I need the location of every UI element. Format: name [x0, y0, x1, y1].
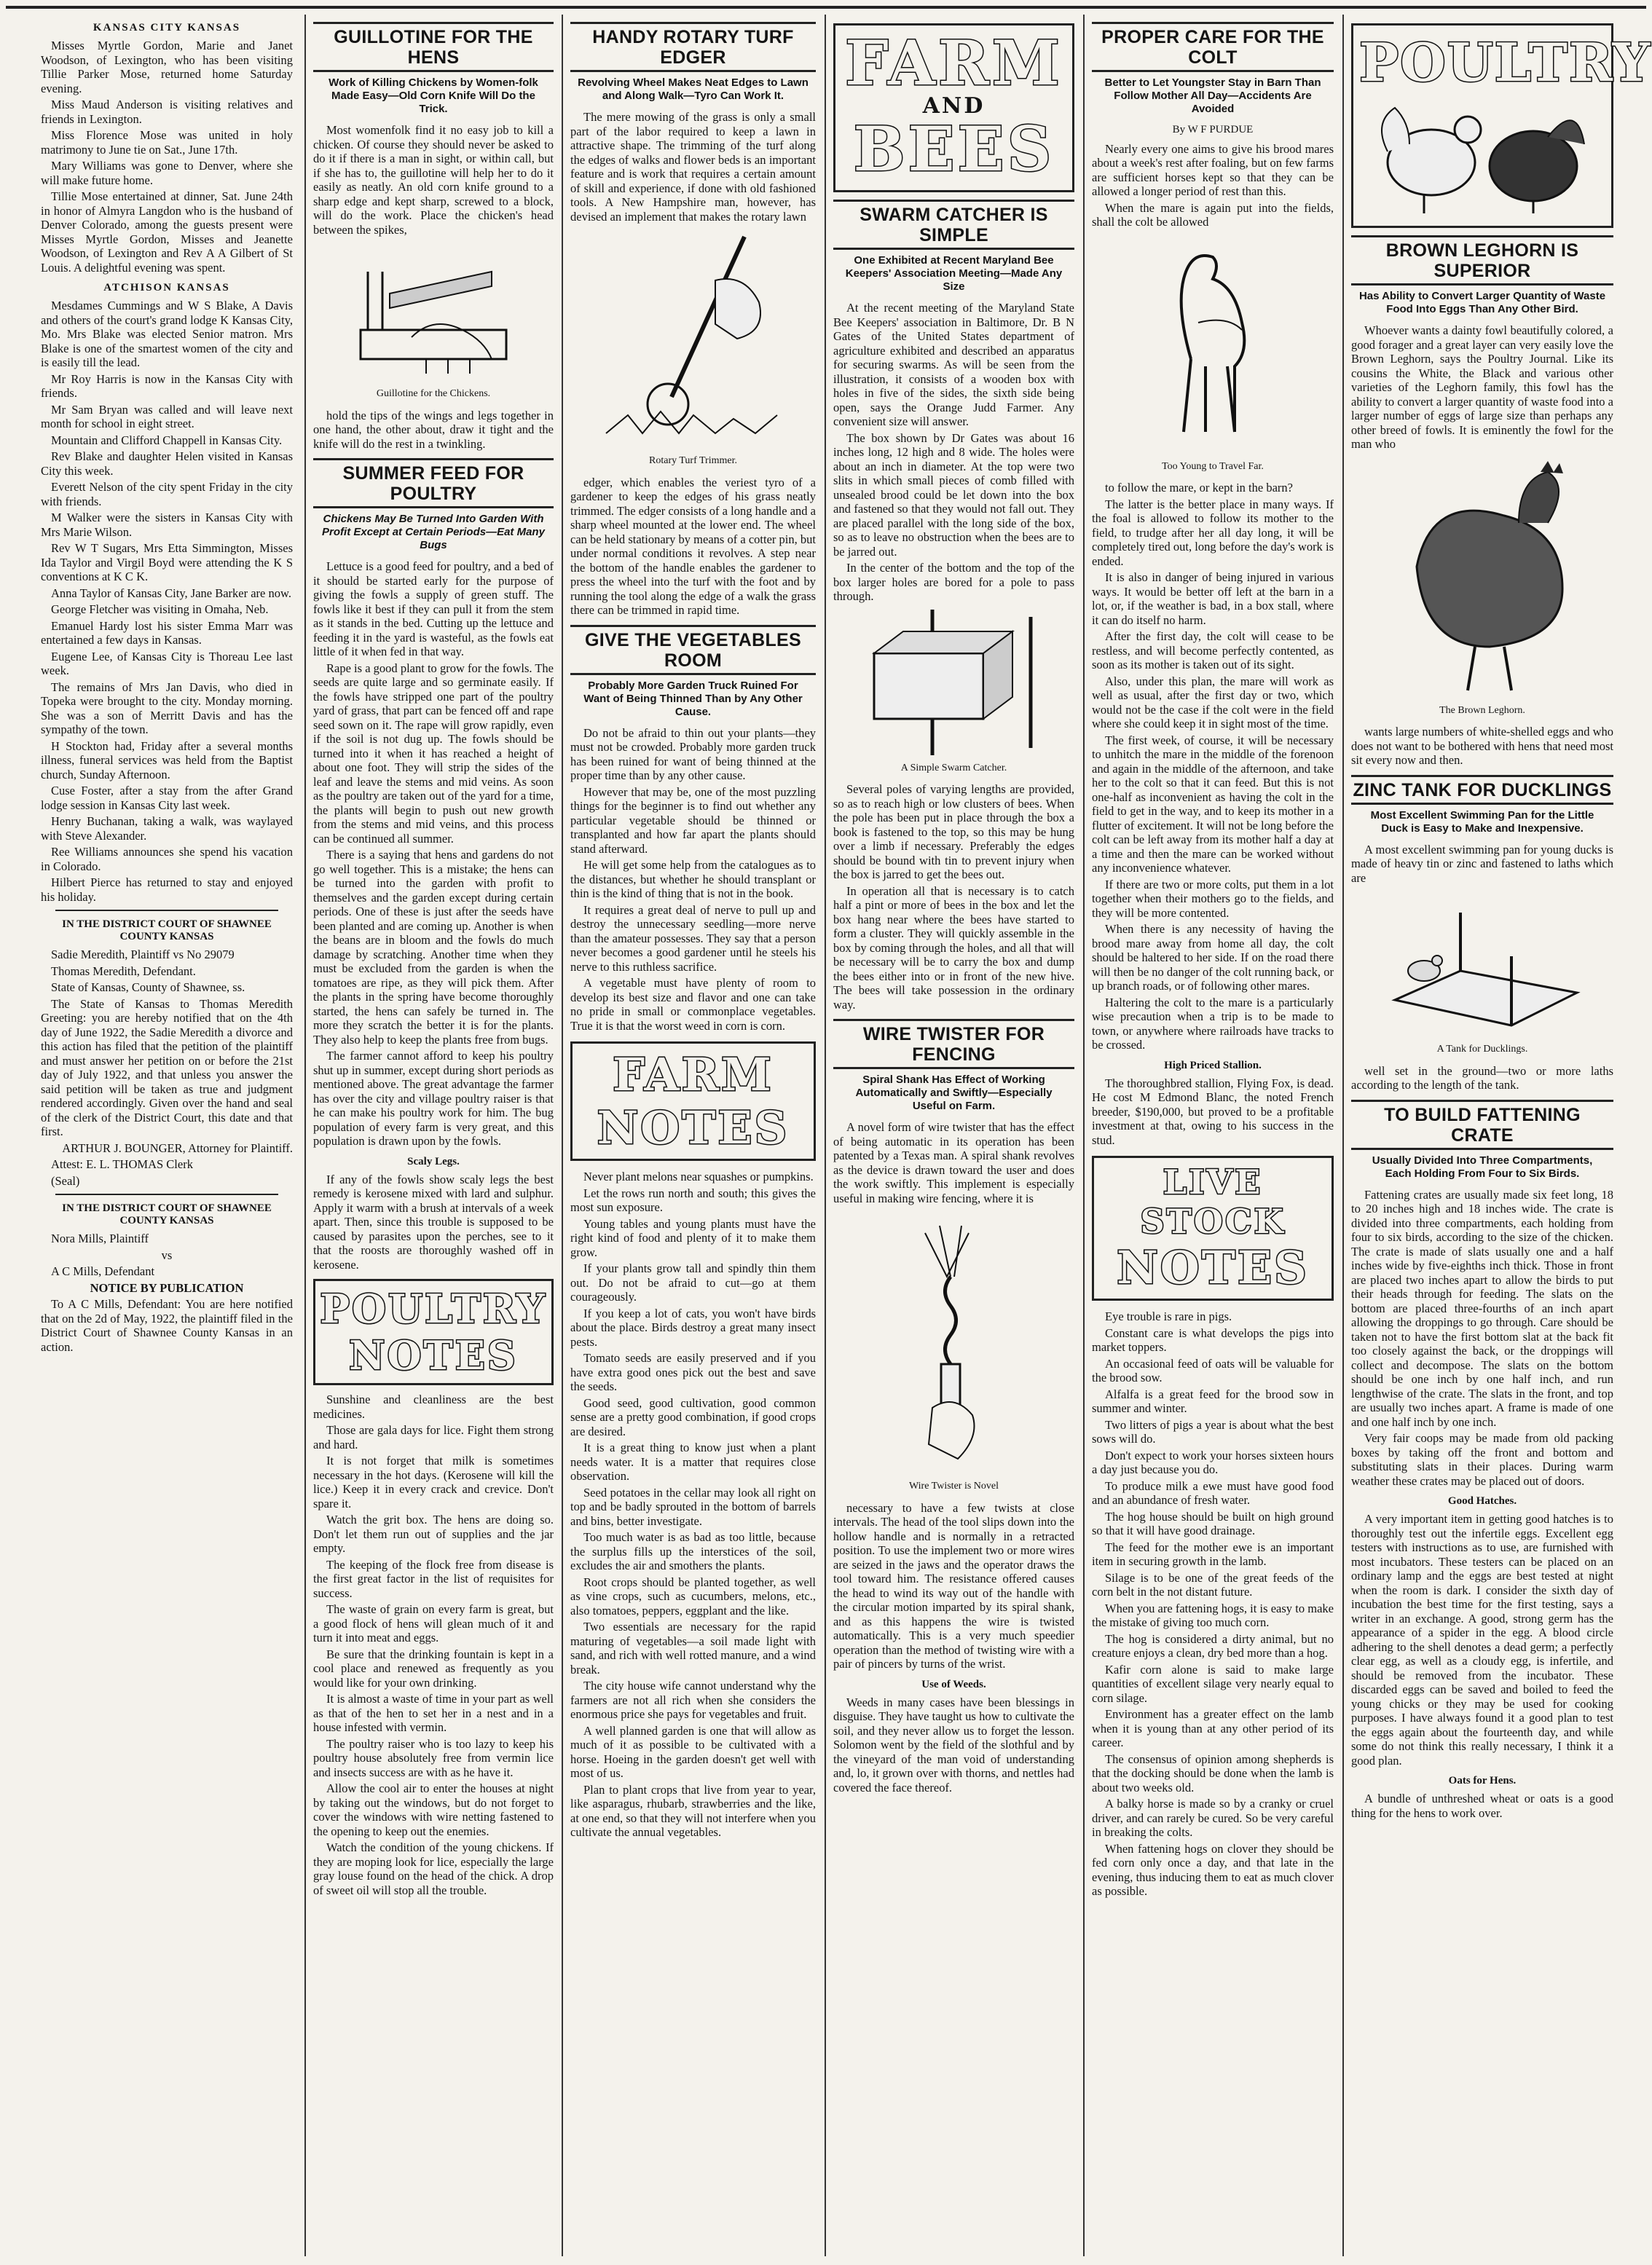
- paragraph: If you keep a lot of cats, you won't have birds about the place. Birds destroy a great many insect pests.: [570, 1306, 816, 1349]
- divider: [55, 910, 278, 911]
- farm-and-bees-banner: [833, 23, 1074, 192]
- paragraph: Too much water is as bad as too little, because the surplus fills up the interstices of the soil, excludes the air and smothers the plants.: [570, 1530, 816, 1572]
- subhead-oats: Oats for Hens.: [1448, 1775, 1517, 1787]
- paragraph: Never plant melons near squashes or pumpkins.: [583, 1170, 814, 1183]
- headline: ZINC TANK FOR DUCKLINGS: [1351, 775, 1613, 805]
- brown-leghorn-illustration: [1373, 457, 1592, 698]
- paragraph: If any of the fowls show scaly legs the best remedy is kerosene mixed with lard and sulphur. Apply it warm with a brush at intervals of a week apart. Then, since this trouble is supposed to be caused by parasites upon the perches, see to it that the roosts are thoroughly washed off in kerosene.: [313, 1172, 554, 1272]
- paragraph: The poultry raiser who is too lazy to keep his poultry house absolutely free from vermin lice and insects success are with as he have it.: [313, 1736, 554, 1779]
- subhead-stallion: High Priced Stallion.: [1164, 1059, 1262, 1071]
- poultry-banner-illustration: [1366, 93, 1599, 217]
- paragraph: State of Kansas, County of Shawnee, ss.: [51, 980, 245, 994]
- paragraph: M Walker were the sisters in Kansas City with Mrs Marie Wilson.: [41, 511, 293, 539]
- banner-word: AND: [922, 93, 986, 119]
- paragraph: It is not forget that milk is sometimes necessary in the hot days. (Kerosene will kill the lice.) Keep it in every crack and crevice. Don't spare it.: [313, 1454, 554, 1510]
- paragraph: Environment has a greater effect on the lamb when it is young than at any other period of its career.: [1092, 1707, 1334, 1749]
- paragraph: There is a saying that hens and gardens do not go well together. This is a mistake; the hens can be turned into the garden with profit to themselves and the garden except during certain periods. One of these is just after the seeds have been planted and are coming up. Another is when the beans are in bloom and the fowls do much damage by scratching. Another time when they must be excluded from the garden is when the tomatoes are ripe, as they will pick them. After the plants in the spring have become thoroughly started, the hens can safely be turned in. The more they scratch the better it is for the plants. They also help to keep the plants free from bugs.: [313, 848, 554, 1047]
- paragraph: Two litters of pigs a year is about what the best sows will do.: [1092, 1417, 1334, 1446]
- paragraph: Attest: E. L. THOMAS Clerk: [51, 1157, 193, 1171]
- legal-heading: IN THE DISTRICT COURT OF SHAWNEE COUNTY KANSAS: [62, 1202, 272, 1226]
- paragraph: Whoever wants a dainty fowl beautifully colored, a good forager and a great layer can very easily love the Brown Leghorn, says the Poultry Journal. Like its cousins the White, the Black and various other varieties of the Leghorn family, this fowl has the ability to convert a larger quantity of waste food into a larger number of eggs of large size than perhaps any other breed of fowls. It is eminently the fowl for the man who: [1351, 323, 1613, 451]
- paragraph: Nearly every one aims to give his brood mares about a week's rest after foaling, but on few farms are sufficient horses kept so that they can be allowed a longer period of rest than this.: [1092, 141, 1334, 198]
- paragraph: Tomato seeds are easily preserved and if you have extra good ones pick out the best and save the seeds.: [570, 1351, 816, 1393]
- paragraph: When fattening hogs on clover they should be fed corn only once a day, and that late in the evening, thus inducing them to eat as much clover as possible.: [1092, 1841, 1334, 1898]
- paragraph: ARTHUR J. BOUNGER, Attorney for Plaintiff.: [62, 1141, 293, 1155]
- subheadline: Better to Let Youngster Stay in Barn Than Follow Mother All Day—Accidents Are Avoided: [1104, 76, 1321, 115]
- caption: A Simple Swarm Catcher.: [900, 762, 1007, 773]
- banner-word: FARM: [845, 27, 1063, 99]
- paragraph: The keeping of the flock free from disease is the first great factor in the list of requisites for success.: [313, 1557, 554, 1600]
- banner-word: NOTES: [597, 1101, 790, 1154]
- column-rule: [1342, 15, 1344, 2256]
- paragraph: A balky horse is made so by a cranky or cruel driver, and can rarely be cured. So be very careful in breaking the colts.: [1092, 1797, 1334, 1839]
- headline: SWARM CATCHER IS SIMPLE: [833, 200, 1074, 250]
- paragraph: A most excellent swimming pan for young ducks is made of heavy tin or zinc and fastened to laths which are: [1351, 842, 1613, 885]
- paragraph: H Stockton had, Friday after a several months illness, funeral services was held from the Baptist church, Sunday Afternoon.: [41, 738, 293, 781]
- paragraph: He will get some help from the catalogues as to the distances, but whether he should transplant or thin is the kind of thing that is not in the book.: [570, 858, 816, 900]
- colt-illustration: [1140, 235, 1286, 454]
- paragraph: When you are fattening hogs, it is easy to make the mistake of giving too much corn.: [1092, 1601, 1334, 1629]
- paragraph: Constant care is what develops the pigs into market toppers.: [1092, 1325, 1334, 1354]
- paragraph: A well planned garden is one that will allow as much of it as possible to be cultivated with a horse. Hoeing in the garden doesn't get well with most of us.: [570, 1723, 816, 1780]
- column-garden: [570, 15, 816, 2258]
- paragraph: Be sure that the drinking fountain is kept in a cool place and renewed as frequently as you would like for your own drinking.: [313, 1647, 554, 1690]
- swarm-catcher-illustration: [852, 610, 1056, 755]
- column-local-news: [41, 15, 293, 2258]
- paragraph: A novel form of wire twister that has the effect of being automatic in its operation has been patented by a Texas man. A spiral shank revolves as the device is drawn toward the user and does the work swiftly. This implement is especially useful in making wire fencing, where it is: [833, 1120, 1074, 1205]
- paragraph: Don't expect to work your horses sixteen hours a day just because you do.: [1092, 1448, 1334, 1476]
- paragraph: The feed for the mother ewe is an important item in securing growth in the lamb.: [1092, 1540, 1334, 1568]
- column-rule: [1083, 15, 1085, 2256]
- paragraph: Thomas Meredith, Defendant.: [51, 964, 196, 978]
- paragraph: Let the rows run north and south; this gives the most sun exposure.: [570, 1186, 816, 1214]
- paragraph: Eugene Lee, of Kansas City is Thoreau Lee last week.: [41, 649, 293, 677]
- headline: GUILLOTINE FOR THE HENS: [313, 22, 554, 72]
- paragraph: Lettuce is a good feed for poultry, and a bed of it should be started early for the purpose of giving the fowls a supply of green stuff. The fowls like it best if they can pull it from the stem as it stands in the bed. Cutting up the lettuce and feeding it in the yard is wasteful, as the fowls eat little of it when fed in that way.: [313, 559, 554, 658]
- banner-word: FARM: [613, 1048, 774, 1101]
- paragraph: The latter is the better place in many ways. If the foal is allowed to follow its mother to the field, to trudge after her all day long, it will be completely tired out, long before the day's work is ended.: [1092, 497, 1334, 568]
- paragraph: In operation all that is necessary is to catch half a pint or more of bees in the box and let the box hang near where the bees have started to form a cluster. They will quickly assemble in the box by coming through the holes, and all that will be necessary will be to carry the box and dump the bees either into or in front of the new hive. The bees will take possession in the ordinary way.: [833, 883, 1074, 1012]
- caption: The Brown Leghorn.: [1439, 704, 1525, 716]
- paragraph: A bundle of unthreshed wheat or oats is a good thing for the hens to work over.: [1351, 1792, 1613, 1820]
- headline: WIRE TWISTER FOR FENCING: [833, 1019, 1074, 1069]
- paragraph: Plan to plant crops that live from year to year, like asparagus, rhubarb, strawberries and the like, at one end, so that they will not interfere when you cultivate the annual vegetables.: [570, 1782, 816, 1839]
- column-bees: [833, 15, 1074, 2258]
- headline: KANSAS CITY KANSAS: [93, 22, 241, 34]
- paragraph: The State of Kansas to Thomas Meredith Greeting: you are hereby notified that on the 4th day of June 1922, the Sadie Meredith a divorce and this action has filed that the petition of the plaintiff and must answer her petition on or before the 21st day of July 1922, and that unless you answer the said petition will be taken as true and judgment rendered accordingly. Given over the hand and seal of the clerk of the District Court, this date and that first.: [41, 996, 293, 1138]
- paragraph: Mountain and Clifford Chappell in Kansas City.: [51, 433, 283, 447]
- paragraph: wants large numbers of white-shelled eggs and who does not want to be bothered with hens that need most sit every now and then.: [1351, 725, 1613, 767]
- paragraph: Miss Florence Mose was united in holy matrimony to June tie on Sat., June 17th.: [41, 128, 293, 157]
- paragraph: Emanuel Hardy lost his sister Emma Marr was entertained a few days in Kansas.: [41, 618, 293, 647]
- paragraph: Eye trouble is rare in pigs.: [1105, 1309, 1232, 1323]
- paragraph: NOTICE BY PUBLICATION: [90, 1280, 244, 1295]
- paragraph: Cuse Foster, after a stay from the after Grand lodge session in Kansas City last week.: [41, 784, 293, 812]
- headline: ATCHISON KANSAS: [103, 282, 230, 294]
- paragraph: Miss Maud Anderson is visiting relatives and friends in Lexington.: [41, 98, 293, 126]
- paragraph: A very important item in getting good hatches is to thoroughly test out the infertile eggs. Excellent egg testers with instructions as to use, are furnished with most incubators. These testers can be placed on an ordinary lamp and the eggs are best tested at night when the room is dark. I consider the sixth day of incubation the best time for the first testing, says a writer in an exchange. A good, strong germ has the appearance of a spider in the egg. A blood circle adhering to the shell denotes a dead germ; a perfectly clear egg, as well as a cloudy egg, is infertile, and should be removed from the incubator. These discarded eggs can be saved and boiled to feed the young chicks or they may be used for cooking purposes. I have always found it a good plan to test the eggs again about the fourteenth day, and while some do not think this really necessary, I think it a good plan.: [1351, 1512, 1613, 1768]
- paragraph: A vegetable must have plenty of room to develop its best size and flavor and one can take no pride in small or commonplace vegetables. True it is that the worst weed in corn is corn.: [570, 976, 816, 1033]
- paragraph: After the first day, the colt will cease to be restless, and will become perfectly contented, as soon as its mother is taken out of its sight.: [1092, 629, 1334, 671]
- column-poultry: [1351, 15, 1651, 2258]
- paragraph: The remains of Mrs Jan Davis, who died in Topeka were brought to the city. Monday morning. She was a son of Merritt Davis and has the sympathy of the town.: [41, 680, 293, 736]
- paragraph: Also, under this plan, the mare will work as well as usual, after the first day or two, which would not be the case if the colt were in the field where she could keep it in sight most of the time.: [1092, 674, 1334, 730]
- poultry-notes-banner: [313, 1279, 554, 1385]
- paragraph: Most womenfolk find it no easy job to kill a chicken. Of course they should never be asked to do it if there is a man in sight, or within call, but if she has to, the guillotine will help her to do it easily as neatly. An old corn knife ground to a sharp edge and kept sharp, screwed to a block, will do the work. Place the chicken's head between the spikes,: [313, 123, 554, 237]
- headline: TO BUILD FATTENING CRATE: [1351, 1100, 1613, 1150]
- headline: SUMMER FEED FOR POULTRY: [313, 458, 554, 508]
- paragraph: The box shown by Dr Gates was about 16 inches long, 12 high and 8 wide. The holes were about an inch in diameter. At the top were two slits in which small pieces of comb filled with unsealed brood could be let down into the box and fastened so that they would not fall out. They are placed parallel with the long side of the box, so as to leave no obstruction when the bees are to be jarred out.: [833, 430, 1074, 559]
- paragraph: However that may be, one of the most puzzling things for the beginner is to find out whether any particular vegetable should be thinned or transplanted and how far apart the plants should stand afterward.: [570, 784, 816, 856]
- subhead-scaly-legs: Scaly Legs.: [407, 1155, 460, 1167]
- paragraph: The mere mowing of the grass is only a small part of the labor required to keep a lawn in attractive shape. The trimming of the turf along the edges of walks and flower beds is an important feature and is work that requires a certain amount of skill and experience, if done with old fashioned tools. A New Hampshire man, however, has devised an implement that makes the rotary lawn: [570, 110, 816, 224]
- caption: Too Young to Travel Far.: [1162, 460, 1264, 472]
- paragraph: Root crops should be planted together, as well as vine crops, such as cucumbers, melons, etc., also tomatoes, peppers, eggplant and the like.: [570, 1575, 816, 1618]
- paragraph: In the center of the bottom and the top of the box larger holes are bored for a pole to pass through.: [833, 561, 1074, 603]
- paragraph: When there is any necessity of having the brood mare away from home all day, the colt should be haltered to her side. If on the road there will then be no danger of the colt running back, or up branch roads, or of following other mares.: [1092, 922, 1334, 993]
- paragraph: Very fair coops may be made from old packing boxes by taking off the front and bottom and substituting slats in their places. During warm weather these crates may be placed out of doors.: [1351, 1431, 1613, 1488]
- paragraph: The hog is considered a dirty animal, but no creature enjoys a clean, dry bed more than a hog.: [1092, 1631, 1334, 1660]
- paragraph: Good seed, good cultivation, good common sense are a pretty good combination, if good crops are desired.: [570, 1395, 816, 1438]
- turf-trimmer-illustration: [591, 229, 795, 448]
- paragraph: Two essentials are necessary for the rapid maturing of vegetables—a soil made light with sand, and rich with well rotted manure, and a wind break.: [570, 1620, 816, 1677]
- subheadline: Revolving Wheel Makes Neat Edges to Lawn and Along Walk—Tyro Can Work It.: [578, 76, 809, 102]
- paragraph: Everett Nelson of the city spent Friday in the city with friends.: [41, 480, 293, 508]
- paragraph: Ree Williams announces she spend his vacation in Colorado.: [41, 845, 293, 873]
- paragraph: Nora Mills, Plaintiff: [51, 1232, 149, 1245]
- banner-word: POULTRY: [1359, 31, 1651, 93]
- paragraph: Mesdames Cummings and W S Blake, A Davis and others of the court's grand lodge K Kansas City, Mo. Mrs Blake was elected Senior matron. Mrs Blake is one of the smartest women of the city and is easily till the lead.: [41, 299, 293, 369]
- paragraph: Sunshine and cleanliness are the best medicines.: [313, 1393, 554, 1421]
- poultry-banner: [1351, 23, 1651, 228]
- paragraph: Rev Blake and daughter Helen visited in Kansas City this week.: [41, 449, 293, 478]
- paragraph: If your plants grow tall and spindly thin them out. Do not be afraid to cut—go at them courageously.: [570, 1261, 816, 1304]
- byline: By W F PURDUE: [1172, 124, 1254, 135]
- caption: A Tank for Ducklings.: [1436, 1044, 1528, 1055]
- paragraph: Mary Williams was gone to Denver, where she will make future home.: [41, 159, 293, 187]
- paragraph: When the mare is again put into the fields, shall the colt be allowed: [1092, 200, 1334, 229]
- subheadline: Usually Divided Into Three Compartments, Each Holding From Four to Six Birds.: [1372, 1154, 1593, 1180]
- paragraph: Rape is a good plant to grow for the fowls. The seeds are quite large and so germinate easily. If the fowls have stripped one part of the poultry yard of grass, that part can be fenced off and rape seed sown on it. The rape will grow rapidly, even if the soil is not dug up. The fowls should be turned into it when it has reached a height of about one foot. They will strip the sides of the leaf and leave the stems and mid veins. As soon as the poultry are taken out of the yard for a time, the plants will begin to push out new growth from the stems and mid veins, and this process can be continued all summer.: [313, 661, 554, 846]
- caption: Guillotine for the Chickens.: [376, 388, 491, 399]
- paragraph: George Fletcher was visiting in Omaha, Neb.: [51, 602, 269, 616]
- subheadline: Spiral Shank Has Effect of Working Automatically and Swiftly—Especially Useful on Farm.: [855, 1074, 1053, 1112]
- caption: Rotary Turf Trimmer.: [649, 455, 737, 466]
- paragraph: To produce milk a ewe must have good food and an abundance of fresh water.: [1092, 1478, 1334, 1507]
- guillotine-illustration: [339, 243, 528, 381]
- paragraph: The hog house should be built on high ground so that it will have good drainage.: [1092, 1509, 1334, 1537]
- paragraph: It is almost a waste of time in your part as well as that of the hen to set her in a nest and in a house infested with vermin.: [313, 1692, 554, 1734]
- legal-notice: [41, 948, 293, 1188]
- paragraph: The farmer cannot afford to keep his poultry shut up in summer, except during short periods as mentioned above. The great advantage the farmer has over the city and village poultry raiser is that he can make his poultry work for him. The bug population of every farm is very great, and this population is drawn upon by the fowls.: [313, 1049, 554, 1148]
- paragraph: Watch the grit box. The hens are doing so. Don't let them run out of supplies and the jar empty.: [313, 1513, 554, 1555]
- paragraph: well set in the ground—two or more laths according to the length of the tank.: [1351, 1063, 1613, 1092]
- paragraph: Misses Myrtle Gordon, Marie and Janet Woodson, of Lexington, who has been visiting Tillie Parker Mose, returned home Saturday evening.: [41, 39, 293, 95]
- paragraph: to follow the mare, or kept in the barn?: [1105, 481, 1293, 495]
- headline: HANDY ROTARY TURF EDGER: [570, 22, 816, 72]
- paragraph: At the recent meeting of the Maryland State Bee Keepers' association in Baltimore, Dr. B N Gates of the United States department of agriculture exhibited and described an apparatus for securing swarms. As will be seen from the illustration, it consists of a wooden box with holes in five of the sides, the sixth side being open, says the Orange Judd Farmer. Any convenient size will answer.: [833, 301, 1074, 428]
- wire-twister-illustration: [889, 1211, 1020, 1473]
- banner-word: BEES: [853, 113, 1055, 185]
- atchison-items: [41, 299, 293, 904]
- paragraph: (Seal): [51, 1173, 80, 1188]
- paragraph: It is also in danger of being injured in various ways. It would be better off left at the barn in a lot, or, if the weather is bad, in a box stall, where it can do itself no harm.: [1092, 570, 1334, 627]
- subheadline: Has Ability to Convert Larger Quantity of Waste Food Into Eggs Than Any Other Bird.: [1358, 290, 1606, 315]
- headline: PROPER CARE FOR THE COLT: [1092, 22, 1334, 72]
- paragraph: necessary to have a few twists at close intervals. The head of the tool slips down into the hollow handle and is normally in a retracted position. To use the implement two or more wires are seized in the jaws and the operator draws the tool toward him. The resistance offered causes the head to wind its way out of the handle with the circular motion imparted by its spiral shank, and as this happens the wire is twisted automatically. This is a very much speedier operation than the method of twisting wire with a pair of pincers by turns of the wrist.: [833, 1500, 1074, 1671]
- top-rule: [6, 6, 1646, 9]
- paragraph: Henry Buchanan, taking a walk, was waylayed with Steve Alexander.: [41, 814, 293, 843]
- paragraph: Sadie Meredith, Plaintiff vs No 29079: [51, 948, 235, 961]
- paragraph: Tillie Mose entertained at dinner, Sat. June 24th in honor of Almyra Langdon who is the husband of Denver Colorado, among the guests present were Misses Myrtle Gordon, Misses and Jeanette Woodson, of Lexington and Rev A A Gilbert of St Louis. A delightful evening was spent.: [41, 189, 293, 275]
- subheadline: Most Excellent Swimming Pan for the Little Duck is Easy to Make and Inexpensive.: [1370, 808, 1594, 835]
- subheadline: One Exhibited at Recent Maryland Bee Keepers' Association Meeting—Made Any Size: [845, 254, 1063, 293]
- paragraph: The city house wife cannot understand why the farmers are not all rich when she considers the enormous price she pays for vegetables and fruit.: [570, 1679, 816, 1721]
- paragraph: Rev W T Sugars, Mrs Etta Simmington, Misses Ida Taylor and Virgil Boyd were attending the K S conventions at K C K.: [41, 541, 293, 583]
- paragraph: edger, which enables the veriest tyro of a gardener to keep the edges of his grass neatly trimmed. The edger consists of a long handle and a sharp wheel mounted at the lower end. The wheel can be held stationary by means of a cotter pin, but under normal conditions it revolves. A step near the bottom of the handle enables the gardener to press the wheel into the turf with the foot and by running the tool along the edge of a walk the grass there can be trimmed in rapid time.: [570, 475, 816, 617]
- paragraph: A C Mills, Defendant: [51, 1264, 155, 1278]
- column-rule: [825, 15, 826, 2256]
- column-poultry-guillotine: [313, 15, 554, 2258]
- paragraph: Young tables and young plants must have the right kind of food and plenty of it to make them grow.: [570, 1216, 816, 1259]
- paragraph: Alfalfa is a great feed for the brood sow in summer and winter.: [1092, 1387, 1334, 1415]
- paragraph: Several poles of varying lengths are provided, so as to reach high or low clusters of bees. When the pole has been put in place through the box a book is fastened to the top, so this may be hung over a limb if necessary. Preferably the edges should be bound with tin to prevent injury when the box is jarred to get the bees out.: [833, 782, 1074, 881]
- paragraph: It is a great thing to know just when a plant needs water. It is a matter that requires close observation.: [570, 1441, 816, 1483]
- duckling-tank-illustration: [1373, 891, 1592, 1036]
- subheadline: Work of Killing Chickens by Women-folk Made Easy—Old Corn Knife Will Do the Trick.: [329, 76, 538, 115]
- farm-notes-banner: [570, 1041, 816, 1161]
- subheadline: Chickens May Be Turned Into Garden With Profit Except at Certain Periods—Eat Many Bugs: [322, 513, 545, 551]
- banner-word: POULTRY: [320, 1285, 547, 1332]
- banner-word: NOTES: [1117, 1241, 1309, 1294]
- live-stock-notes-banner: [1092, 1156, 1334, 1301]
- caption: Wire Twister is Novel: [908, 1481, 999, 1492]
- paragraph: Anna Taylor of Kansas City, Jane Barker are now.: [51, 586, 291, 600]
- headline: BROWN LEGHORN IS SUPERIOR: [1351, 235, 1613, 285]
- paragraph: Mr Sam Bryan was called and will leave next month for school in eight street.: [41, 402, 293, 430]
- paragraph: The waste of grain on every farm is great, but a good flock of hens will glean much of it and turn it into meat and eggs.: [313, 1602, 554, 1644]
- paragraph: Allow the cool air to enter the houses at night by taking out the windows, but do not forget to cover the windows with wire netting fastened to the opening to keep out the enemies.: [313, 1781, 554, 1838]
- column-rule: [304, 15, 306, 2256]
- paragraph: Those are gala days for lice. Fight them strong and hard.: [313, 1423, 554, 1451]
- paragraph: Weeds in many cases have been blessings in disguise. They have taught us how to cultivate the soil, and they never allow us to forget the lesson. Solomon went by the field of the slothful and by the vineyard of the man void of understanding and, lo, it grown over with thorns, and nettles had covered the face thereof.: [833, 1695, 1074, 1795]
- paragraph: Fattening crates are usually made six feet long, 18 to 20 inches high and 18 inches wide. The crate is divided into three compartments, each holding from four to six birds, according to the size of the chicken. The crate is made of slats usually one and a half inches wide by five-eighths inch thick. Those in front are placed two inches apart to allow the birds to put their heads through for feeding. The slats on the bottom are placed three-fourths of an inch apart allowing the droppings to go through. Care should be taken not to have the first bottom slat at the back fit too closely against the back, or the droppings will collect and decompose. The slats on the bottom should be one inch by one half inch, and run lengthwise of the crate. The slats in the front, and top are usually two inches apart. A frame is made of one and one half inch by one inch.: [1351, 1187, 1613, 1429]
- divider: [55, 1194, 278, 1195]
- legal-notice-2: [41, 1232, 293, 1354]
- paragraph: Seed potatoes in the cellar may look all right on top and be badly sprouted in the bottom of barrels and bins, better investigate.: [570, 1485, 816, 1528]
- column-rule: [562, 15, 563, 2256]
- headline: GIVE THE VEGETABLES ROOM: [570, 625, 816, 675]
- paragraph: Haltering the colt to the mare is a particularly wise precaution when a trip is to be made to town, or anywhere where railroads have tracks to be crossed.: [1092, 995, 1334, 1052]
- paragraph: The consensus of opinion among shepherds is that the docking should be done when the lamb is about two weeks old.: [1092, 1752, 1334, 1795]
- paragraph: Silage is to be one of the great feeds of the corn belt in the not distant future.: [1092, 1570, 1334, 1599]
- paragraph: Hilbert Pierce has returned to stay and enjoyed his holiday.: [41, 875, 293, 904]
- paragraph: Do not be afraid to thin out your plants—they must not be crowded. Probably more garden truck has been ruined for want of being thinned at the proper time than by any other cause.: [570, 725, 816, 782]
- paragraph: The thoroughbred stallion, Flying Fox, is dead. He cost M Edmond Blanc, the noted French breeder, $190,000, but proved to be a profitable investment at that, owing to his success in the stud.: [1092, 1076, 1334, 1147]
- paragraph: If there are two or more colts, put them in a lot together when their mothers go to the fields, and they will be more contented.: [1092, 877, 1334, 920]
- paragraph: Watch the condition of the young chickens. If they are moping look for lice, especially the large gray louse found on the head of the chick. A drop of sweet oil will stop all the trouble.: [313, 1840, 554, 1897]
- paragraph: Kafir corn alone is said to make large quantities of excellent silage very nearly equal to corn silage.: [1092, 1662, 1334, 1705]
- subhead-good-hatches: Good Hatches.: [1447, 1495, 1517, 1507]
- legal-heading: IN THE DISTRICT COURT OF SHAWNEE COUNTY KANSAS: [62, 918, 272, 942]
- subhead-use-of-weeds: Use of Weeds.: [921, 1678, 986, 1690]
- paragraph: To A C Mills, Defendant: You are here notified that on the 2d of May, 1922, the plaintiff filed in the District Court of Shawnee County Kansas in an action.: [41, 1297, 293, 1354]
- column-live-stock: [1092, 15, 1334, 2258]
- paragraph: An occasional feed of oats will be valuable for the brood sow.: [1092, 1356, 1334, 1384]
- banner-word: NOTES: [349, 1332, 518, 1379]
- paragraph: vs: [161, 1248, 173, 1262]
- paragraph: Mr Roy Harris is now in the Kansas City with friends.: [41, 371, 293, 400]
- local-items: [41, 39, 293, 275]
- paragraph: It requires a great deal of nerve to pull up and destroy the unnecessary seedling—more nerve than the amateur possesses. They say that a person never becomes a good gardener until he steels his nerve to this ruthless sacrifice.: [570, 902, 816, 974]
- subheadline: Probably More Garden Truck Ruined For Want of Being Thinned Than by Any Other Cause.: [583, 679, 803, 718]
- paragraph: The first week, of course, it will be necessary to unhitch the mare in the middle of the forenoon and again in the middle of the afternoon, and take her to the colt so that it can feed. But this is not one-half as inconvenient as having the colt in the field to get in the way, and to keep its mother in a flutter of excitement. It will not be long before the colt can be left away from its mother half a day at a time and then the mare can be worked without any inconvenience whatever.: [1092, 733, 1334, 875]
- banner-word: LIVE STOCK: [1140, 1162, 1286, 1241]
- paragraph: hold the tips of the wings and legs together in one hand, the other about, draw it tight and the knife will do the rest in a twinkling.: [313, 408, 554, 451]
